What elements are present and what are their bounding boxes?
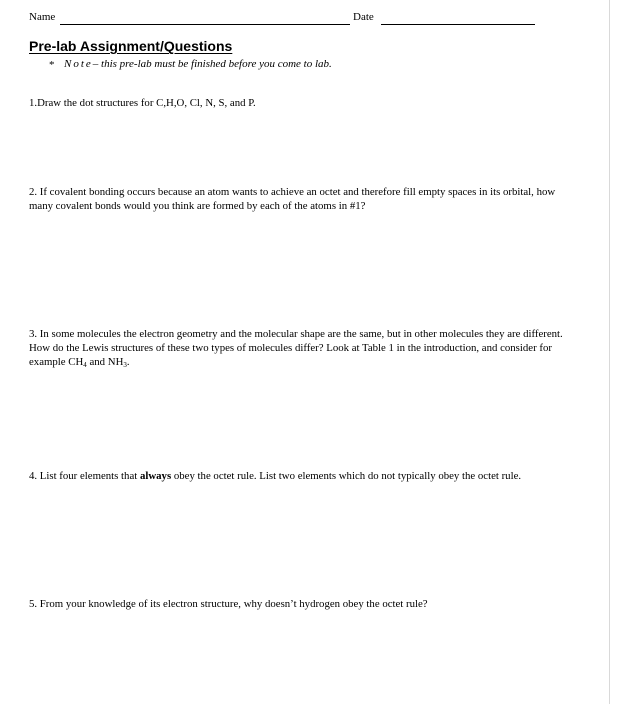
question-3	[29, 327, 579, 369]
question-1: 1.Draw the dot structures for C,H,O, Cl, N, S, and P.	[29, 97, 256, 109]
ch4-subscript: 4	[83, 361, 87, 369]
question-5: 5. From your knowledge of its electron structure, why doesn’t hydrogen obey the octet rule?	[29, 598, 428, 610]
question-4-text-cont: obey the octet rule. List two elements which do not typically obey the octet rule.	[171, 470, 522, 482]
note-dash: –	[92, 58, 99, 70]
question-4	[29, 469, 579, 483]
note-text: this pre-lab must be finished before you come to lab.	[98, 58, 332, 70]
page-edge-divider	[609, 0, 610, 704]
question-4-text: 4. List four elements that	[29, 470, 140, 482]
date-field[interactable]	[381, 24, 535, 25]
question-3-text-cont: and NH	[86, 356, 124, 368]
name-field[interactable]	[60, 24, 350, 25]
prelab-note	[64, 58, 332, 70]
date-label: Date	[353, 11, 374, 23]
question-2: 2. If covalent bonding occurs because an atom wants to achieve an octet and therefore fill empty spaces in its orbital, how many covalent bonds would you think are formed by each of the atoms in #1?	[29, 186, 556, 212]
question-3-text: 3. In some molecules the electron geometry and the molecular shape are the same, but in other molecules they are different. How do the Lewis structures of these two types of molecules differ? Look at Table 1 in the introduction, and consider for example CH	[29, 328, 563, 368]
note-bullet: *	[49, 59, 55, 71]
question-3-end: .	[126, 356, 130, 368]
nh3-subscript: 3	[123, 361, 127, 369]
note-keyword: Note	[64, 58, 93, 70]
name-label: Name	[29, 11, 56, 23]
question-4-emphasis: always	[139, 470, 172, 482]
page-title: Pre-lab Assignment/Questions	[29, 38, 233, 54]
